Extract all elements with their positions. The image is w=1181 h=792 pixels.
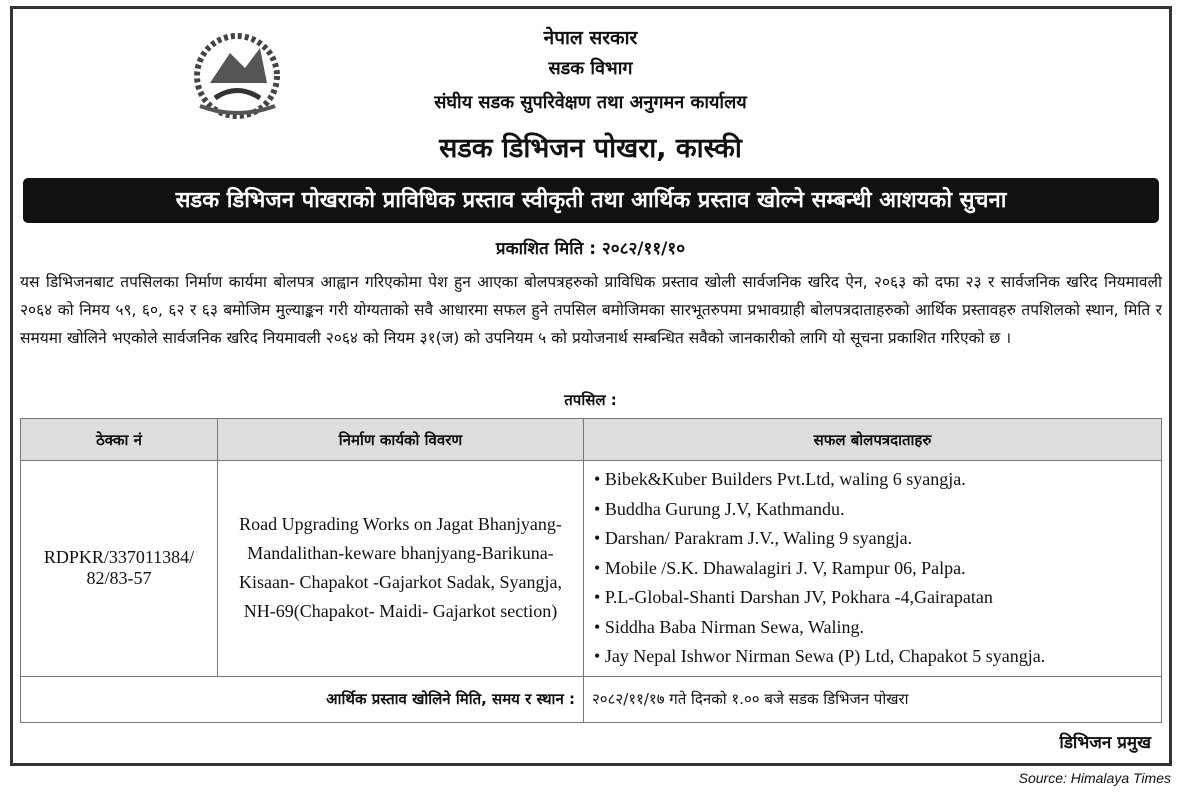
office-name: संघीय सडक सुपरिवेक्षण तथा अनुगमन कार्यालय — [434, 92, 747, 113]
opening-details-value: २०८२/११/१७ गते दिनको १.०० बजे सडक डिभिजन पोखरा — [584, 676, 1162, 722]
schedule-label: तपसिल : — [564, 391, 617, 409]
source-credit: Source: Himalaya Times — [1018, 770, 1171, 786]
opening-details-label: आर्थिक प्रस्ताव खोलिने मिति, समय र स्थान : — [21, 676, 584, 722]
table-footer-row — [21, 676, 1162, 722]
work-description: Road Upgrading Works on Jagat Bhanjyang- Mandalithan-keware bhanjyang-Barikuna-Kisaan- Chapakot -Gajarkot Sadak, Syangja, NH-69(Chapakot- Maidi- Gajarkot section) — [218, 461, 584, 677]
header-bidders: सफल बोलपत्रदाताहरु — [584, 419, 1162, 461]
bidder-item: • Mobile /S.K. Dhawalagiri J. V, Rampur 06, Palpa. — [594, 554, 1151, 584]
bidder-item: • Darshan/ Parakram J.V., Waling 9 syangja. — [594, 524, 1151, 554]
signatory: डिभिजन प्रमुख — [1059, 733, 1151, 753]
bidder-item: • Bibek&Kuber Builders Pvt.Ltd, waling 6 syangja. — [594, 465, 1151, 495]
division-title: सडक डिभिजन पोखरा, कास्की — [439, 133, 742, 164]
published-date: प्रकाशित मिति : २०८२/११/१० — [495, 239, 686, 259]
bidder-item: • Buddha Gurung J.V, Kathmandu. — [594, 495, 1151, 525]
bidder-item: • Jay Nepal Ishwor Nirman Sewa (P) Ltd, Chapakot 5 syangja. — [594, 642, 1151, 672]
bid-table — [20, 418, 1162, 723]
notice-title-banner: सडक डिभिजन पोखराको प्राविधिक प्रस्ताव स्वीकृती तथा आर्थिक प्रस्ताव खोल्ने सम्बन्धी आशयको सुचना — [23, 178, 1159, 223]
bidders-cell — [584, 461, 1162, 677]
contract-number: RDPKR/337011384/ 82/83-57 — [21, 461, 218, 677]
table-row — [21, 461, 1162, 677]
header-contract-no: ठेक्का नं — [21, 419, 218, 461]
header-description: निर्माण कार्यको विवरण — [218, 419, 584, 461]
bidder-item: • P.L-Global-Shanti Darshan JV, Pokhara -4,Gairapatan — [594, 583, 1151, 613]
table-header-row — [21, 419, 1162, 461]
government-name: नेपाल सरकार — [543, 27, 638, 49]
notice-body: यस डिभिजनबाट तपसिलका निर्माण कार्यमा बोलपत्र आह्वान गरिएकोमा पेश हुन आएका बोलपत्रहरुको प्राविधिक प्रस्ताव खोली सार्वजनिक खरिद ऐन, २०६३ को दफा २३ र सार्वजनिक खरिद नियमावली २०६४ को निमय ५९, ६०, ६२ र ६३ बमोजिम मुल्याङ्कन गरी योग्यताको सवै आधारमा सफल हुने तपसिल बमोजिमका सारभूतरुपमा प्रभावग्राही बोलपत्रदाताहरुको आर्थिक प्रस्तावहरु तपशिलको स्थान, मिति र समयमा खोलिने भएकोले सार्वजनिक खरिद नियमावली २०६४ को नियम ३१(ज) को उपनियम ५ को प्रयोजनार्थ सम्बन्धित सवैको जानकारीको लागि यो सूचना प्रकाशित गरिएको छ । — [20, 273, 1162, 347]
department-name: सडक विभाग — [548, 58, 633, 79]
bidder-item: • Siddha Baba Nirman Sewa, Waling. — [594, 613, 1151, 643]
